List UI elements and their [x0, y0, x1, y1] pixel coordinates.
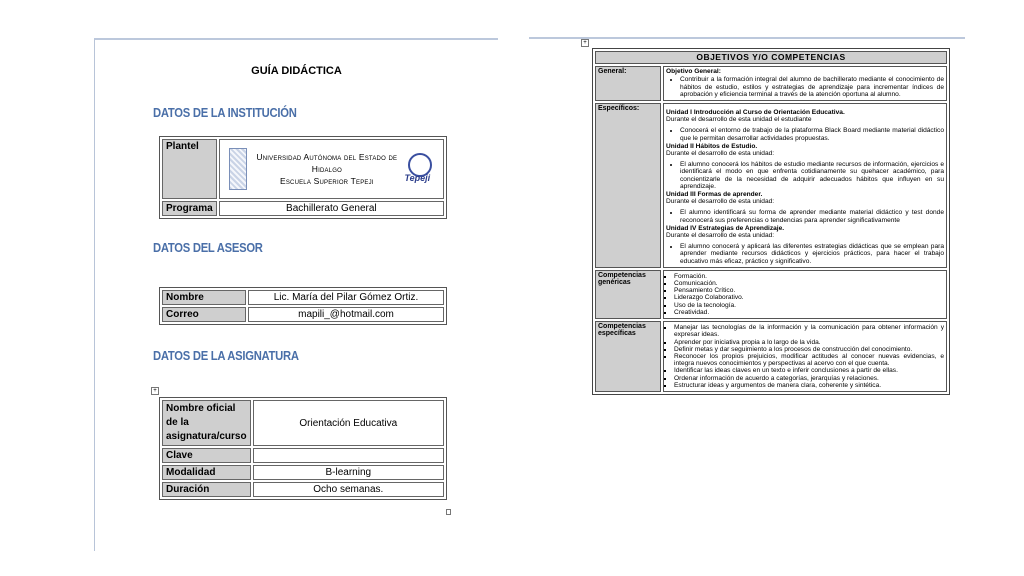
list-item: ▪ Aprender por iniciativa propia a lo largo de la vida.	[674, 339, 944, 346]
modalidad-label: Modalidad	[162, 465, 251, 480]
list-item: ▪ Ordenar información de acuerdo a categorías, jerarquías y relaciones.	[674, 375, 944, 382]
left-document-page	[94, 38, 498, 551]
objetivo-title: Objetivo General:	[666, 68, 721, 76]
university-name: Universidad Autónoma del Estado de Hidalgo	[256, 152, 398, 174]
list-item: ▪ Definir metas y dar seguimiento a los procesos de construcción del conocimiento.	[674, 346, 944, 353]
modalidad-value: B-learning	[253, 465, 444, 480]
plantel-label: Plantel	[162, 139, 217, 199]
especificas-cell	[663, 321, 947, 392]
unit-title: Unidad II Hábitos de Estudio.	[666, 142, 758, 150]
unit-text: • El alumno conocerá y aplicará las diferentes estrategias didácticas que se emplean para aprender mediante recursos didácticos y ejercicios prácticos, para hacer el trabajo educativo más eficaz, práctico y significativo.	[680, 243, 944, 265]
list-item: ▪ Pensamiento Crítico.	[674, 287, 944, 294]
correo-value: mapili_@hotmail.com	[248, 307, 444, 322]
unit-text: • El alumno conocerá los hábitos de estudio mediante recursos de información, ejercicios e identificará el modo en que enfrenta cotidianamente su quehacer académico, para concientizarle de la necesidad de adquirir adecuados hábitos que influyen en su aprendizaje.	[680, 161, 944, 190]
unit-during: Durante el desarrollo de esta unidad el estudiante	[666, 116, 812, 124]
unit-text: • Conocerá el entorno de trabajo de la plataforma Black Board mediante material didáctico que le permitan desarrollar actividades propuestas.	[680, 127, 944, 141]
asignatura-value: Orientación Educativa	[253, 400, 444, 446]
section-institution-heading: DATOS DE LA INSTITUCIÓN	[153, 106, 297, 120]
school-name: Escuela Superior Tepeji	[279, 176, 374, 186]
clave-label: Clave	[162, 448, 251, 463]
duracion-label: Duración	[162, 482, 251, 497]
list-item: ▪ Identificar las ideas claves en un texto e inferir conclusiones a partir de ellas.	[674, 367, 944, 374]
list-item: ▪ Reconocer los propios prejuicios, modificar actitudes al conocer nuevas evidencias, e integra nuevos conocimientos y perspectivas al acervo con el que cuenta.	[674, 353, 944, 367]
table-resize-handle-icon[interactable]	[446, 509, 451, 515]
nombre-label: Nombre	[162, 290, 246, 305]
unit-during: Durante el desarrollo de esta unidad:	[666, 232, 775, 240]
institution-table	[159, 136, 447, 219]
programa-value: Bachillerato General	[219, 201, 444, 216]
general-label: General:	[595, 66, 661, 101]
objetivos-table	[592, 48, 950, 395]
list-item: ▪ Formación.	[674, 273, 944, 280]
list-item: ▪ Comunicación.	[674, 280, 944, 287]
especificas-label: Competencias específicas	[595, 321, 661, 392]
unit-title: Unidad I Introducción al Curso de Orientación Educativa.	[666, 109, 845, 117]
unit-text: • El alumno identificará su forma de aprender mediante material didáctico y test donde reconocerá sus preferencias o tendencias para aprender significativamente	[680, 209, 944, 223]
university-crest-icon	[229, 148, 248, 190]
table-move-handle-icon[interactable]: +	[581, 39, 589, 47]
especificos-label: Específicos:	[595, 103, 661, 268]
objetivo-text: • Contribuir a la formación integral del alumno de bachillerato mediante el conocimiento de hábitos de estudio, estilos y estrategias de aprendizaje para incrementar índices de aprobación y eficiencia terminal a través de la atención oportuna al alumno.	[680, 76, 944, 98]
asignatura-label: Nombre oficial de la asignatura/curso	[162, 400, 251, 446]
section-asesor-heading: DATOS DEL ASESOR	[153, 241, 263, 255]
unit-title: Unidad IV Estrategias de Aprendizaje.	[666, 224, 785, 232]
unit-during: Durante el desarrollo de esta unidad:	[666, 150, 775, 158]
genericas-cell	[663, 270, 947, 319]
objetivos-header: OBJETIVOS Y/O COMPETENCIAS	[595, 51, 947, 64]
clave-value	[253, 448, 444, 463]
correo-label: Correo	[162, 307, 246, 322]
list-item: ▪ Manejar las tecnologías de la información y la comunicación para obtener información y expresar ideas.	[674, 324, 944, 338]
right-document-page	[529, 37, 965, 549]
nombre-value: Lic. María del Pilar Gómez Ortiz.	[248, 290, 444, 305]
especificos-cell	[663, 103, 947, 268]
plantel-value	[219, 139, 444, 199]
programa-label: Programa	[162, 201, 217, 216]
general-cell	[663, 66, 947, 101]
duracion-value: Ocho semanas.	[253, 482, 444, 497]
section-asignatura-heading: DATOS DE LA ASIGNATURA	[153, 349, 299, 363]
genericas-label: Competencias genéricas	[595, 270, 661, 319]
list-item: ▪ Uso de la tecnología.	[674, 302, 944, 309]
table-move-handle-icon[interactable]: +	[151, 387, 159, 395]
unit-during: Durante el desarrollo de esta unidad:	[666, 198, 775, 206]
document-title: GUÍA DIDÁCTICA	[251, 65, 342, 77]
unit-title: Unidad III Formas de aprender.	[666, 191, 763, 199]
tepeji-logo-icon: Tepeji	[406, 149, 434, 189]
asignatura-table	[159, 397, 447, 500]
asesor-table	[159, 287, 447, 325]
list-item: ▪ Liderazgo Colaborativo.	[674, 294, 944, 301]
list-item: ▪ Creatividad.	[674, 309, 944, 316]
list-item: ▪ Estructurar ideas y argumentos de manera clara, coherente y sintética.	[674, 382, 944, 389]
